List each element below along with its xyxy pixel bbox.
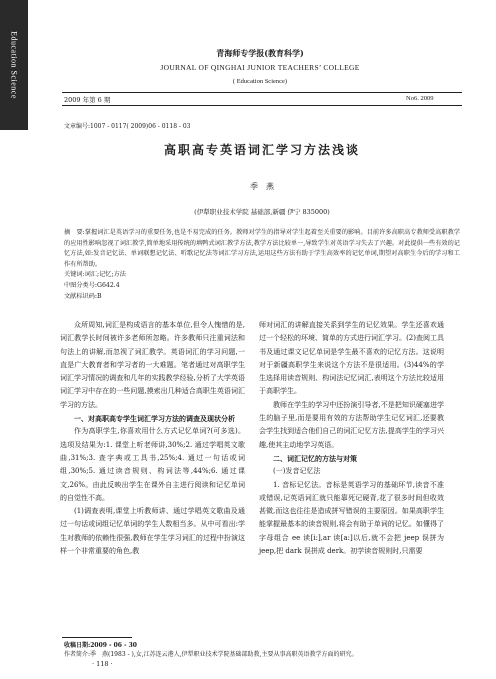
footnote-rule xyxy=(62,637,132,638)
author-bio: 作者简介:季 燕(1983 - ),女,江苏连云港人,伊犁职业技术学院基础部助教,主要从事高职英语教学方面的研究。 xyxy=(64,651,358,658)
issue-label: 2009 年第 6 期 xyxy=(64,96,111,104)
body-paragraph: 师对词汇的讲解直接关系到学生的记忆效果。学生还喜欢通过一个轻松的环境、简单的方式进行词汇学习。(2)查阅工具书及通过课文记忆单词是学生最不喜欢的记忆方法。这说明对于新疆高职学生来说这个方法不是很适用。(3)44%的学生选择用读音规则、构词法记忆词汇,表明这个方法比较适用于高职学生。 xyxy=(259,321,444,396)
article-author: 季 燕 xyxy=(250,182,274,191)
journal-en-title: JOURNAL OF QINGHAI JUNIOR TEACHERS’ COLLEGE xyxy=(160,63,360,72)
section-heading: 一、对高职高专学生词汇学习方法的调查及现状分析 xyxy=(74,414,235,424)
body-paragraph: 作为高职学生,你喜欢用什么方式记忆单词?(可多选)。选项及结果为:1. 课堂上听老师讲,30%;2. 通过学唱英文歌曲,31%;3. 查字典或工具书,25%;4. 通过一句话或词组,30%;5. 通过读音规则、构词法等,44%;6. 通过课文,26%。由此反映出学生在课外自主进行阅读和记忆单词的自觉性不高。 xyxy=(60,427,245,502)
journal-en-subtitle: ( Education Science) xyxy=(232,78,288,85)
article-abstract-block xyxy=(64,228,460,302)
header-rule-top xyxy=(62,92,462,93)
section-heading: 二、词汇记忆的方法与对策 xyxy=(273,453,357,463)
document-code: 文献标识码:B xyxy=(64,292,102,300)
body-column-right xyxy=(259,319,444,558)
body-column-left xyxy=(60,319,245,558)
body-paragraph: 1. 音标记忆法。音标是英语学习的基础环节,读音不准或错误,记英语词汇就只能靠死记硬背,花了很多时间但收效甚微,而这也往往是造成拼写错误的主要原因。如果高职学生能掌握最基本的读音规则,将会有助于单词的记忆。如懂得了字母组合 ee 读[i:],ar 读[a:]以后,就不会把 jeep 误拼为 jeep,把 dark 误拼成 derk。初学读音规则时,只需要 xyxy=(259,480,444,556)
article-title: 高职高专英语词汇学习方法浅谈 xyxy=(163,143,360,157)
received-date: 收稿日期:2009 - 06 - 30 xyxy=(64,642,137,649)
keywords: 关键词:词汇;记忆;方法 xyxy=(64,271,126,279)
clc-number: 中图分类号:G642.4 xyxy=(64,281,120,289)
issue-number: No6. 2009 xyxy=(406,95,434,102)
body-paragraph: 众所周知,词汇是构成语言的基本单位,但令人愧惜的是,词汇教学长时间被许多老师所忽略。许多教师只注重词法和句法上的讲解,而忽视了词汇教学。英语词汇的学习问题,一直是广大教育者和学习者的一大难题。笔者通过对高职学生词汇学习情况的调查和几年的实践教学经验,分析了大学英语词汇学习中存在的一些问题,摸索出几种适合高职生英语词汇学习的方法。 xyxy=(60,321,245,409)
body-paragraph: (1)调查表明,课堂上听教师讲、通过学唱英文歌曲及通过一句话或词组记忆单词的学生人数相当多。从中可看出:学生对教师的依赖性很强,教师在学生学习词汇的过程中扮演这样一个非常重要的角色,教 xyxy=(60,507,245,556)
side-tab-label: Education Science xyxy=(9,31,19,99)
subsection-heading: (一)发音记忆法 xyxy=(273,467,321,476)
article-number: 文章编号:1007 - 0117( 2009)06 - 0118 - 03 xyxy=(64,123,191,130)
body-paragraph: 教师在学生的学习中还扮演引导者,不是把知识硬塞进学生的脑子里,而是要用有效的方法帮助学生记忆词汇,还要教会学生找到适合他们自己的词汇记忆方法,提高学生的学习兴趣,使其主动地学习英语。 xyxy=(259,400,444,449)
journal-side-tab xyxy=(0,0,28,130)
page-number: · 118 · xyxy=(92,660,113,668)
author-affiliation: (伊犁职业技术学院 基础部,新疆 伊宁 835000) xyxy=(194,208,330,216)
journal-cn-title: 青海师专学报(教育科学) xyxy=(216,48,304,58)
abstract-text: 摘 要:掌握词汇是英语学习的重要任务,也是不易完成的任务。教师对学生的指导对学生起着至关重要的影响。目前许多高职高专教师受高职教学的应用性影响忽视了词汇教学,简单地采用传统的填鸭式词汇教学方法,教学方法比较单一,导致学生对英语学习失去了兴趣。对此提供一些有效的记忆方法,如:发音记忆法、单词联想记忆法、听歌记忆法等词汇学习方法,运用这些方法有助于学生高效率的记忆单词,期望对高职生今后的学习和工作有所帮助。 xyxy=(64,229,460,268)
header-rule-bottom xyxy=(62,105,462,106)
